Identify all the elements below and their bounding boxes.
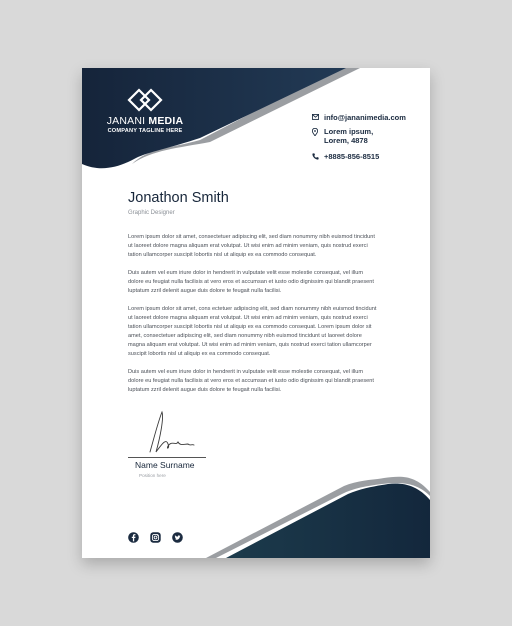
address-line-1: Lorem ipsum, xyxy=(324,126,374,136)
contact-phone[interactable]: +8885-856-8515 xyxy=(324,151,380,161)
company-name-second: MEDIA xyxy=(148,115,184,127)
company-logo xyxy=(102,88,188,134)
address-line-2: Lorem, 4878 xyxy=(324,136,368,145)
location-pin-icon xyxy=(312,127,324,136)
signature-position: Position here xyxy=(139,473,166,478)
phone-icon xyxy=(312,152,324,160)
company-name-first: JANANI xyxy=(106,115,146,127)
contact-email-row xyxy=(312,113,406,123)
contact-block xyxy=(312,113,406,161)
contact-address-row xyxy=(312,127,406,146)
letter-paragraph: Lorem ipsum dolor sit amet, cons ectetuer adipiscing elit, sed diam nonummy nibh euismod tincidunt ut laoreet dolore magna aliquam erat volutpat. Ut wisi enim ad minim veniam, quis nostrud exerci tation ullamcorper suscipit lobortis nisl ut aliquip ex ea commodo consequat. Lorem ipsum dolor sit amet, consectetuer adipiscing elit, sed diam nonummy nibh euismod tincidunt ut laoreet dolore magna aliquam erat volutpat. Ut wisi enim ad minim veniam, quis nostrud exerci tation ullamcorper suscipit lobortis nisl ut aliquip ex ea commodo consequat. xyxy=(128,306,377,357)
letter-paragraph: Duis autem vel eum iriure dolor in hendrerit in vulputate velit esse molestie consequat, vel illum dolore eu feugiat nulla facilisis at vero eros et accumsan et iusto odio dignissim qui blandit praesent luptatum zzril delenit augue duis dolore te feugait nulla facilisi. xyxy=(128,369,374,393)
social-icons xyxy=(128,530,183,541)
contact-email[interactable]: info@jananimedia.com xyxy=(324,113,406,122)
company-tagline: COMPANY TAGLINE HERE xyxy=(107,128,183,134)
company-name xyxy=(102,115,188,127)
signature-name: Name Surname xyxy=(135,460,195,470)
contact-address xyxy=(324,127,373,146)
letter-paragraph: Lorem ipsum dolor sit amet, consectetuer adipiscing elit, sed diam nonummy nibh euismod tincidunt ut laoreet dolore magna aliquam erat volutpat. Ut wisi enim ad minim veniam, quis nostrud exerci tation ullamcorper suscipit lobortis nisl ut aliquip ex ea commodo consequat. xyxy=(128,234,375,258)
facebook-icon[interactable] xyxy=(128,530,139,541)
letter-paragraph: Duis autem vel eum iriure dolor in hendrerit in vulputate velit esse molestie consequat, vel illum dolore eu feugiat nulla facilisis at vero eros et accumsan et iusto odio dignissim qui blandit praesent luptatum zzril delenit augue duis dolore te feugait nulla facilisi. xyxy=(128,270,374,294)
letterhead-page xyxy=(82,68,430,558)
recipient-name: Jonathon Smith xyxy=(128,190,229,206)
diamond-logo-icon xyxy=(127,88,163,112)
letter-body xyxy=(128,233,382,404)
instagram-icon[interactable] xyxy=(150,530,161,541)
recipient-title: Graphic Designer xyxy=(128,210,175,216)
contact-phone-row xyxy=(312,152,406,162)
signature-scribble xyxy=(140,408,206,458)
mail-icon xyxy=(312,113,324,120)
signature-line xyxy=(128,457,206,458)
twitter-icon[interactable] xyxy=(172,530,183,541)
